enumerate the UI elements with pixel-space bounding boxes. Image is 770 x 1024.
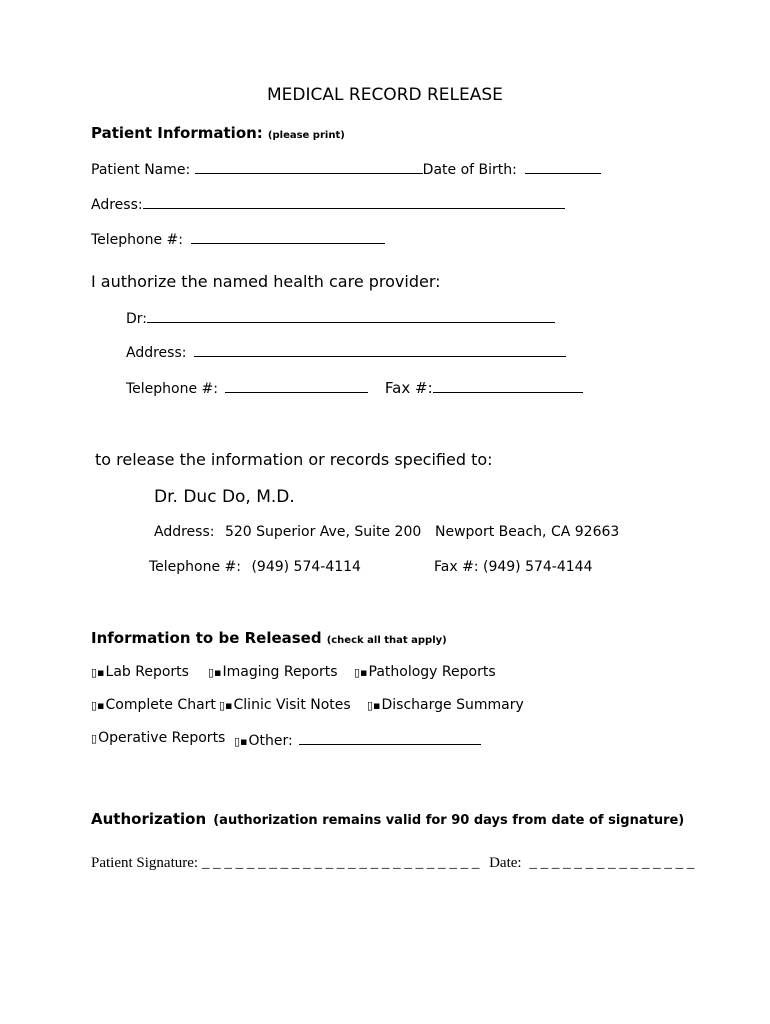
checkbox-label: Complete Chart [105, 697, 216, 713]
recipient-telephone-row [149, 559, 361, 575]
dob-field[interactable] [525, 159, 601, 174]
checkbox-lab-reports[interactable] [91, 664, 189, 680]
recipient-address-value: 520 Superior Ave, Suite 200 [224, 524, 422, 540]
checkbox-complete-chart[interactable] [91, 697, 216, 713]
date-label: Date: [489, 855, 522, 871]
checkbox-label: Imaging Reports [222, 664, 338, 680]
provider-fax-field[interactable] [433, 378, 583, 393]
patient-address-row [91, 194, 565, 213]
checkbox-label: Other: [248, 733, 293, 749]
information-note: (check all that apply) [326, 635, 447, 646]
recipient-telephone-value: (949) 574-4114 [251, 559, 361, 575]
checkbox-label: Lab Reports [105, 664, 189, 680]
patient-telephone-field[interactable] [191, 229, 385, 244]
provider-fax-label: Fax #: [384, 379, 433, 397]
provider-address-label: Address: [126, 345, 187, 361]
patient-address-field[interactable] [143, 194, 565, 209]
patient-name-label: Patient Name: [91, 162, 191, 178]
checkbox-clinic-visit-notes[interactable] [219, 697, 351, 713]
signature-row [91, 855, 694, 872]
recipient-doctor: Dr. Duc Do, M.D. [154, 487, 295, 507]
signature-label: Patient Signature: [91, 855, 199, 871]
authorization-label: Authorization [91, 810, 207, 828]
provider-dr-label: Dr: [126, 311, 148, 327]
patient-info-note: (please print) [267, 130, 345, 141]
checkbox-label: Clinic Visit Notes [233, 697, 351, 713]
patient-telephone-row [91, 229, 385, 248]
patient-address-label: Adress: [91, 197, 143, 213]
provider-dr-row [126, 308, 555, 327]
release-statement: to release the information or records specified to: [95, 450, 493, 469]
recipient-address-row [154, 524, 421, 540]
provider-dr-field[interactable] [147, 308, 555, 323]
checkbox-icon[interactable]: ▯▪ [91, 666, 105, 679]
checkbox-icon[interactable]: ▯ [91, 732, 98, 745]
information-label: Information to be Released [91, 629, 322, 647]
checkbox-discharge-summary[interactable] [367, 697, 524, 713]
checkbox-icon[interactable]: ▯▪ [354, 666, 368, 679]
provider-telephone-label: Telephone #: [126, 381, 218, 397]
provider-telephone-field[interactable] [225, 378, 368, 393]
dob-label: Date of Birth: [422, 162, 517, 178]
checkbox-icon[interactable]: ▯▪ [367, 699, 381, 712]
patient-name-row [91, 159, 601, 178]
authorization-note: (authorization remains valid for 90 days from date of signature) [213, 813, 685, 828]
checkbox-operative-reports[interactable] [91, 730, 225, 746]
other-field[interactable] [299, 730, 481, 745]
checkbox-icon[interactable]: ▯▪ [208, 666, 222, 679]
authorize-statement: I authorize the named health care provider: [91, 272, 441, 291]
patient-info-label: Patient Information: [91, 124, 263, 142]
checkbox-pathology-reports[interactable] [354, 664, 496, 680]
checkbox-other[interactable] [234, 730, 481, 749]
checkbox-icon[interactable]: ▯▪ [234, 735, 248, 748]
information-heading [91, 628, 447, 647]
checkbox-label: Discharge Summary [381, 697, 524, 713]
patient-telephone-label: Telephone #: [91, 232, 183, 248]
patient-name-field[interactable] [195, 159, 423, 174]
recipient-address-label: Address: [154, 524, 215, 540]
checkbox-label: Operative Reports [98, 730, 226, 746]
provider-phone-row [126, 378, 583, 397]
provider-address-row [126, 342, 566, 361]
checkbox-icon[interactable]: ▯▪ [219, 699, 233, 712]
checkbox-icon[interactable]: ▯▪ [91, 699, 105, 712]
recipient-fax: Fax #: (949) 574-4144 [434, 559, 593, 575]
recipient-telephone-label: Telephone #: [149, 559, 241, 575]
signature-field[interactable]: _ _ _ _ _ _ _ _ _ _ _ _ _ _ _ _ _ _ _ _ _ _ _ _ _ [201, 855, 480, 871]
authorization-heading [91, 809, 684, 828]
date-field[interactable]: _ _ _ _ _ _ _ _ _ _ _ _ _ _ _ [529, 855, 695, 871]
patient-info-heading [91, 123, 345, 142]
recipient-city: Newport Beach, CA 92663 [435, 524, 620, 540]
checkbox-imaging-reports[interactable] [208, 664, 338, 680]
page-title: MEDICAL RECORD RELEASE [267, 85, 503, 105]
checkbox-label: Pathology Reports [368, 664, 496, 680]
provider-address-field[interactable] [194, 342, 566, 357]
